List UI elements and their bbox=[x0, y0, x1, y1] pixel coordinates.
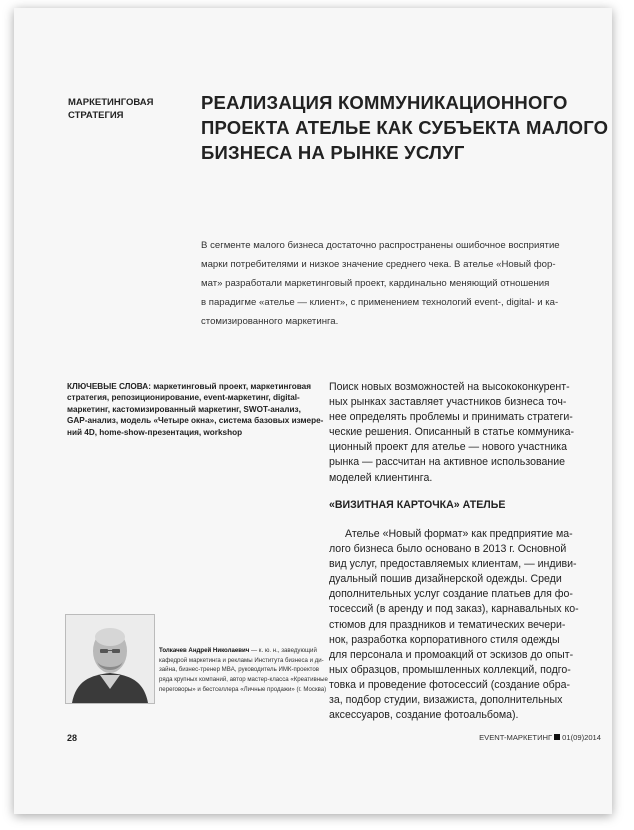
author-bio: Толкачев Андрей Николаевич — к. ю. н., заведующий кафедрой маркетинга и рекламы Института бизнеса и ди- зайна, бизнес-тренер MBA, руководитель ИМК-проектов ряда крупных компаний, автор мастер-класса «Креативные переговоры» и бестселлера «Личные продажи» (г. Москва) bbox=[159, 647, 328, 693]
intro-paragraph: Поиск новых возможностей на высококонкурент- ных рынках заставляет участников бизнеса точ- нее определять проблемы и принимать стратеги- ческие решения. Описанный в статье коммуника- ционный проект для ателье — нового участника рынка — рассчитан на активное использование моделей клиентинга. bbox=[329, 381, 575, 484]
keywords-block: КЛЮЧЕВЫЕ СЛОВА: маркетинговый проект, маркетинговая стратегия, репозиционирование, event-маркетинг, digital- маркетинг, кастомизированный маркетинг, SWOT-анализ, GAP-анализ, модель «Четыре окна», система базовых измере- ний 4D, home-show-презентация, workshop bbox=[67, 382, 324, 437]
square-separator-icon bbox=[554, 734, 560, 740]
page-number: 28 bbox=[67, 733, 78, 743]
issue-number: 01(09)2014 bbox=[562, 733, 601, 742]
magazine-name: EVENT-МАРКЕТИНГ bbox=[479, 733, 553, 742]
article-title: РЕАЛИЗАЦИЯ КОММУНИКАЦИОННОГО ПРОЕКТА АТЕЛЬЕ КАК СУБЪЕКТА МАЛОГО БИЗНЕСА НА РЫНКЕ УСЛУГ bbox=[201, 92, 609, 163]
lead-paragraph: В сегменте малого бизнеса достаточно распространены ошибочное восприятие марки потребителями и низкое значение среднего чека. В ателье «Новый фор- мат» разработали маркетинговый проект, кардинально меняющий отношения в парадигме «ателье — клиент», с применением технологий event-, digital- и ка- стомизированного маркетинга. bbox=[201, 240, 560, 327]
section-heading: «ВИЗИТНАЯ КАРТОЧКА» АТЕЛЬЕ bbox=[329, 499, 506, 511]
rubric-label: МАРКЕТИНГОВАЯ СТРАТЕГИЯ bbox=[68, 97, 154, 121]
author-name: Толкачев Андрей Николаевич bbox=[159, 647, 250, 654]
footer-magazine bbox=[479, 733, 601, 742]
author-photo bbox=[65, 614, 155, 704]
author-portrait-image bbox=[66, 615, 154, 703]
section-body: Ателье «Новый формат» как предприятие ма- лого бизнеса было основано в 2013 г. Основной вид услуг, предоставляемых клиентам, — индиви- дуальный пошив дизайнерской одежды. Среди дополнительных услуг создание платьев для фо- тосессий (в аренду и под заказ), карнавальных ко- стюмов для праздников и тематических вечери- нок, разработка корпоративного стиля одежды для персонала и промоакций от эскизов до опыт- ных образцов, промышленных коллекций, подго- товка и проведение фотосессий (создание обра- за, подбор студии, визажиста, дополнительных аксессуаров, создание фотоальбома). bbox=[329, 528, 579, 722]
